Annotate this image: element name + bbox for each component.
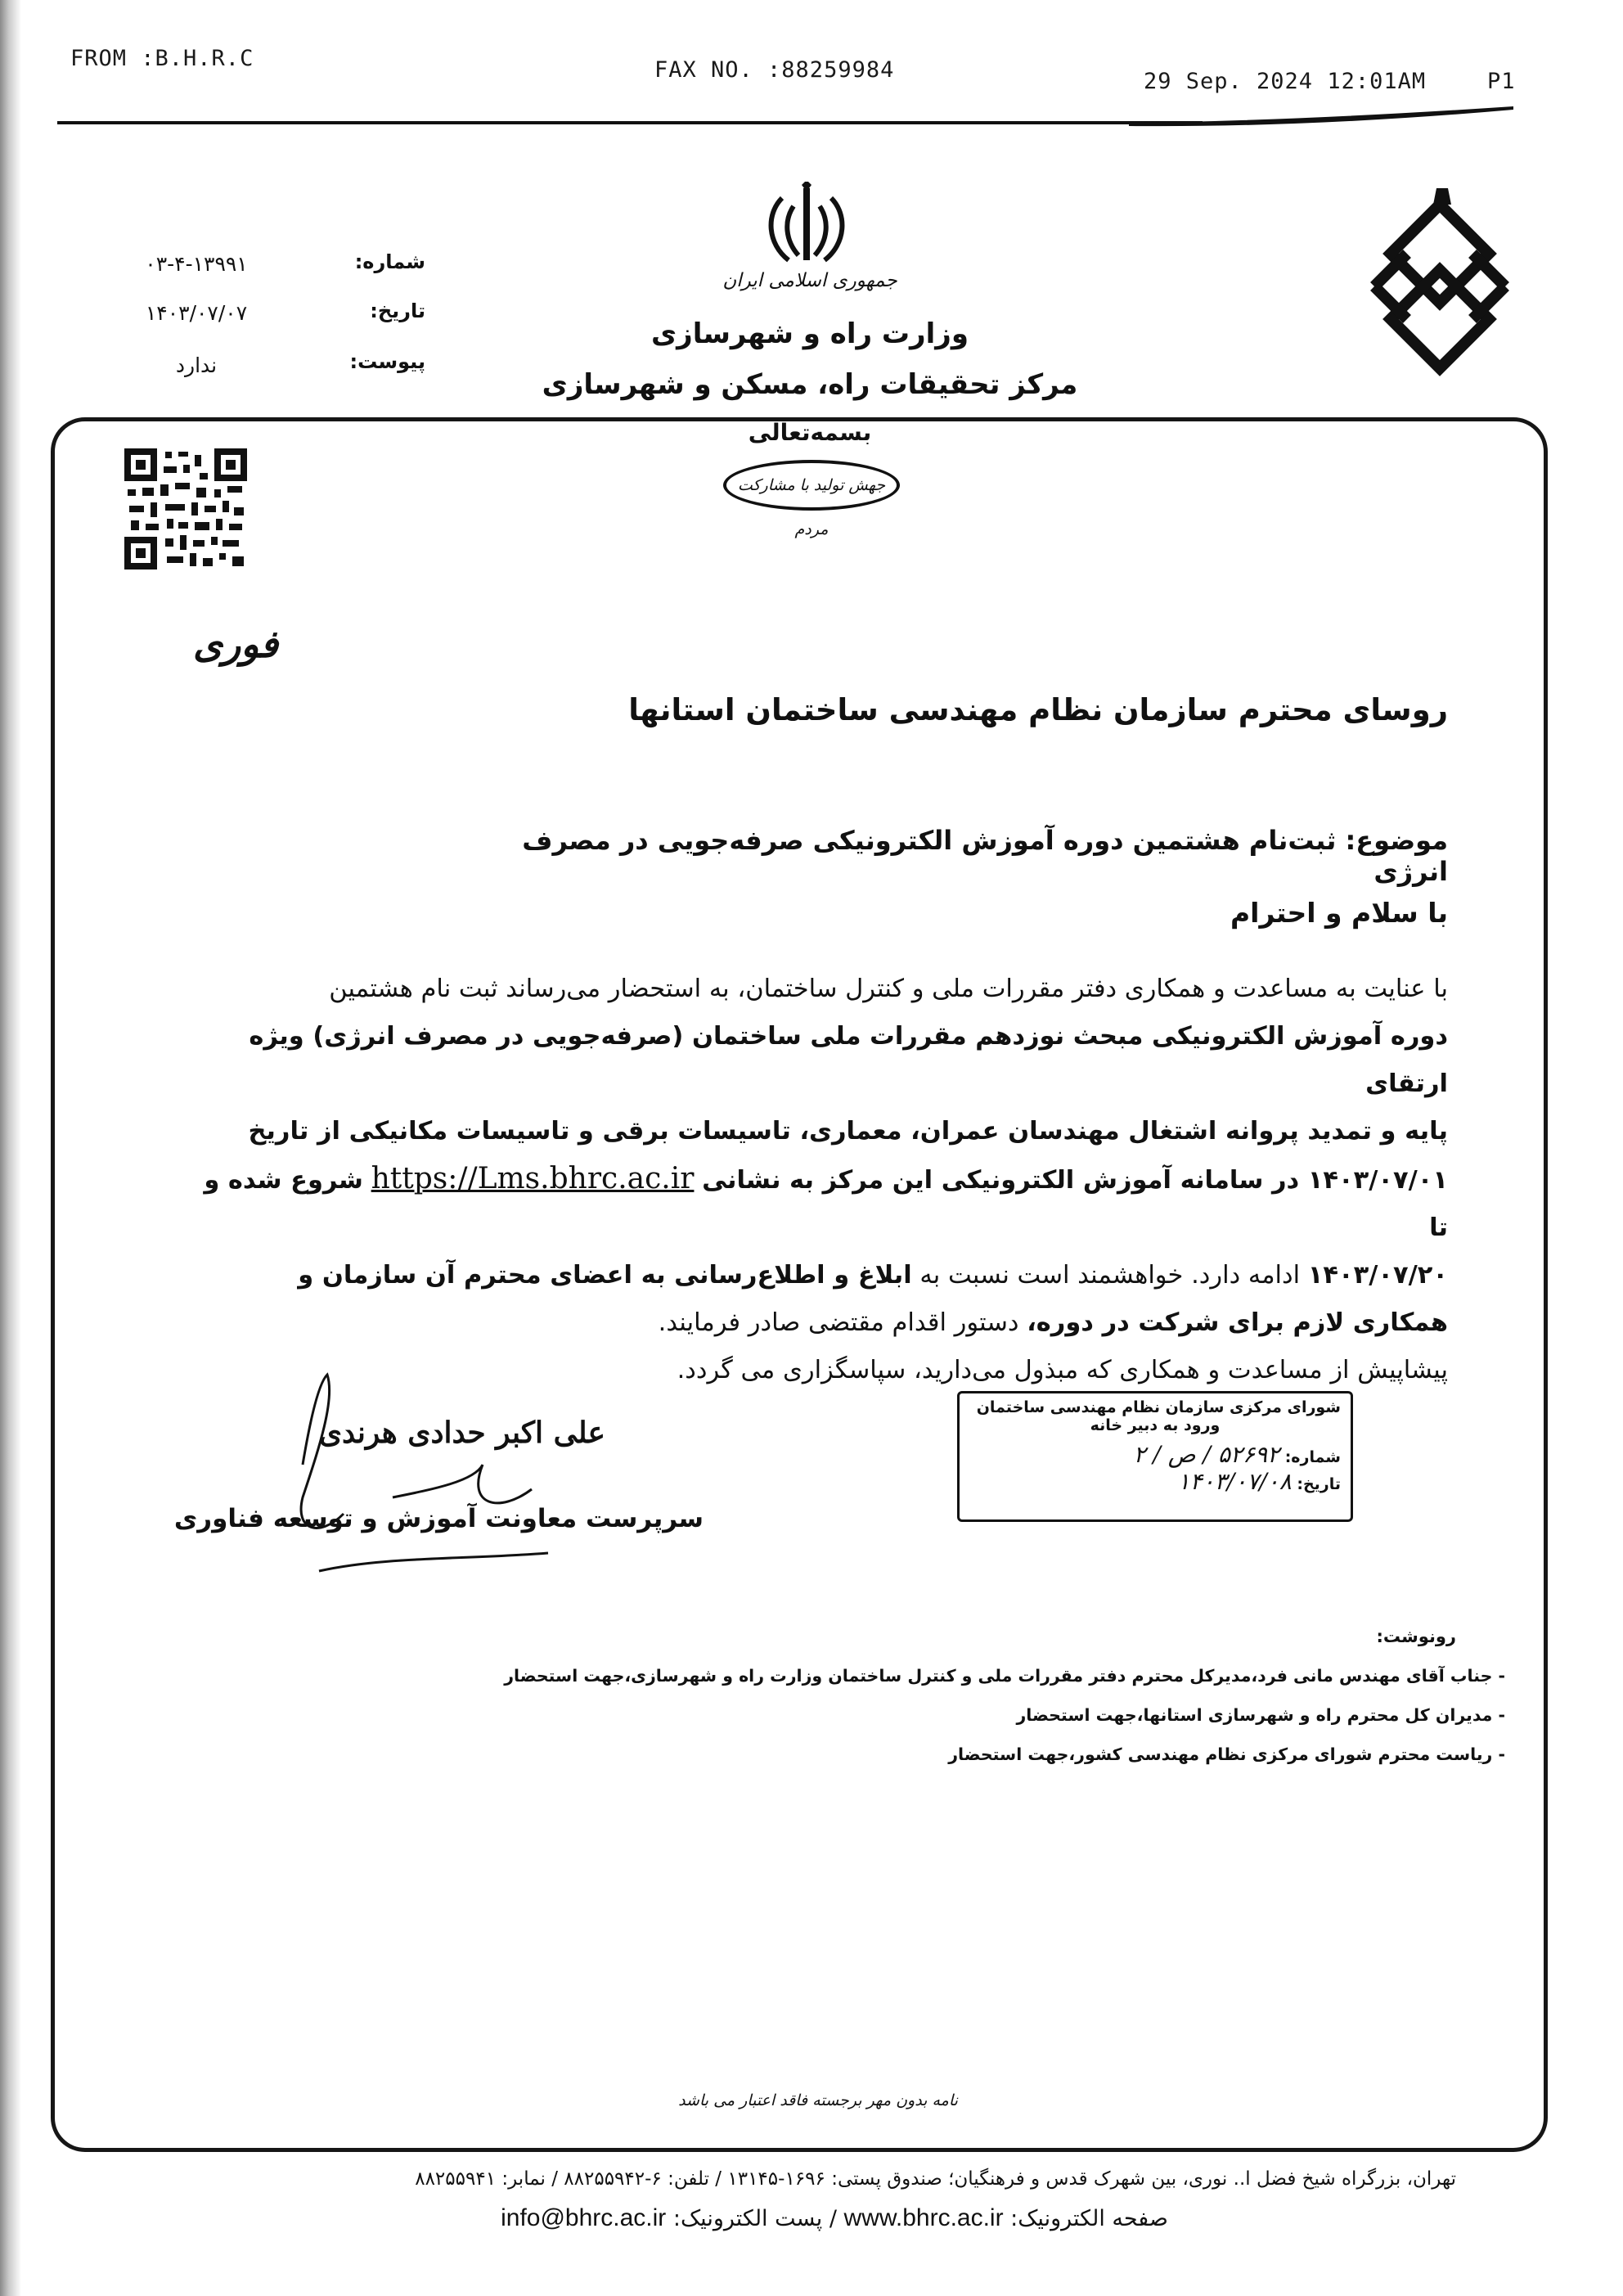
priority-label: فوری (193, 622, 278, 666)
footer-website-link[interactable]: www.bhrc.ac.ir (843, 2204, 1004, 2231)
letter-body (188, 966, 1448, 1394)
lms-link[interactable]: https://Lms.bhrc.ac.ir (371, 1162, 695, 1195)
fax-divider (57, 121, 1203, 124)
recipient-line: روسای محترم سازمان نظام مهندسی ساختمان استانها (628, 692, 1448, 727)
body-line-6 (188, 1299, 1448, 1347)
body-line-5-end: ابلاغ و اطلاع‌رسانی به اعضای محترم آن سازمان و (298, 1261, 912, 1290)
footer-address: تهران، بزرگراه شیخ فضل ا.. نوری، بین شهرک قدس و فرهنگیان؛ صندوق پستی: ۱۶۹۶-۱۳۱۴۵ / تلفن: ۶-۸۸۲۵۵۹۴۲ / نمابر: ۸۸۲۵۵۹۴۱ (415, 2168, 1456, 2190)
date-value: ۱۴۰۳/۰۷/۰۷ (145, 301, 248, 325)
number-value: ۰۳-۴-۱۳۹۹۱ (145, 252, 248, 276)
slogan-text: جهش تولید با مشارکت مردم (737, 476, 886, 538)
scan-edge-shadow (0, 0, 21, 2296)
fax-datetime: 29 Sep. 2024 12:01AM (1144, 69, 1427, 94)
body-line-5-mid: ادامه دارد. خواهشمند است نسبت به (919, 1261, 1301, 1290)
body-line-7: پیشاپیش از مساعدت و همکاری که مبذول می‌دارید، سپاسگزاری می گردد. (677, 1356, 1448, 1384)
body-line-1: با عنایت به مساعدت و همکاری دفتر مقررات ملی و کنترل ساختمان، به استحضار می‌رساند ثبت نام هشتمین (329, 975, 1448, 1003)
fax-number: FAX NO. :88259984 (654, 57, 895, 83)
fax-page: P1 (1487, 69, 1516, 94)
stamp-number-value: ۵۲۶۹۲ / ص / ۲ (1133, 1441, 1280, 1468)
fax-swoosh-mark (1129, 105, 1513, 129)
greeting: با سلام و احترام (1230, 897, 1448, 929)
stamp-number-row (969, 1441, 1341, 1468)
footer-web-line (442, 2204, 1227, 2232)
subject-line: موضوع: ثبت‌نام هشتمین دوره آموزش الکترونیکی صرفه‌جویی در مصرف انرژی (522, 825, 1448, 887)
ministry-title: وزارت راه و شهرسازی (650, 317, 969, 350)
body-line-4-end: شروع شده و تا (204, 1166, 1448, 1242)
body-line-3-text: پایه و تمدید پروانه اشتغال مهندسان عمران، معماری، تاسیسات برقی و تاسیسات مکانیکی از تاریخ (248, 1117, 1448, 1146)
body-line-5 (188, 1252, 1448, 1299)
fax-from: FROM :B.H.R.C (70, 46, 254, 71)
body-line-5-date: ۱۴۰۳/۰۷/۲۰ (1307, 1261, 1448, 1290)
cc-item-1: - جناب آقای مهندس مانی فرد،مدیرکل محترم دفتر مقررات ملی و کنترل ساختمان وزارت راه و شهرسازی،جهت استحضار (504, 1666, 1505, 1686)
cc-title: رونوشت: (1376, 1627, 1456, 1646)
body-line-6-start: همکاری لازم برای شرکت در دوره، (1027, 1308, 1448, 1337)
stamp-date-value: ۱۴۰۳/۰۷/۰۸ (1177, 1468, 1292, 1495)
invocation: بسمه‌تعالی (748, 419, 872, 446)
validity-note: نامه بدون مهر برجسته فاقد اعتبار می باشد (678, 2091, 958, 2109)
body-line-2-text: دوره آموزش الکترونیکی مبحث نوزدهم مقررات ملی ساختمان (صرفه‌جویی در مصرف انرژی) ویژه ارتقای (249, 1022, 1448, 1098)
stamp-title: شورای مرکزی سازمان نظام مهندسی ساختمان (976, 1398, 1341, 1416)
republic-text: جمهوری اسلامی ایران (722, 270, 897, 291)
slogan-seal (723, 460, 900, 538)
stamp-subtitle: ورود به دبیر خانه (1090, 1416, 1221, 1434)
footer-email-link[interactable]: info@bhrc.ac.ir (501, 2204, 667, 2231)
signatory-name: علی اکبر حدادی هرندی (318, 1416, 605, 1450)
number-label: شماره: (354, 250, 425, 273)
cc-item-2: - مدیران کل محترم راه و شهرسازی استانها،جهت استحضار (1016, 1705, 1505, 1725)
date-label: تاریخ: (370, 299, 425, 322)
center-title: مرکز تحقیقات راه، مسکن و شهرسازی (542, 368, 1078, 401)
stamp-date-row (969, 1468, 1341, 1495)
bhrc-logo-icon (1358, 188, 1522, 385)
handwritten-signature (270, 1366, 614, 1579)
footer-email-label: / پست الکترونیک: (672, 2206, 837, 2231)
cc-item-3: - ریاست محترم شورای مرکزی نظام مهندسی کشور،جهت استحضار (948, 1745, 1505, 1764)
body-line-3 (188, 1108, 1448, 1155)
body-line-4-start: ۱۴۰۳/۰۷/۰۱ در سامانه آموزش الکترونیکی این مرکز به نشانی (702, 1166, 1448, 1195)
body-line-6-end: دستور اقدام مقتضی صادر فرمایند. (658, 1308, 1019, 1337)
stamp-date-label: تاریخ: (1297, 1475, 1341, 1493)
body-line-2 (188, 1013, 1448, 1108)
qr-code (124, 448, 247, 569)
reception-stamp (957, 1391, 1353, 1522)
footer-web-label: صفحه الکترونیک: (1010, 2206, 1168, 2231)
signatory-title: سرپرست معاونت آموزش و توسعه فناوری (173, 1504, 704, 1533)
body-line-4 (188, 1155, 1448, 1252)
attachment-label: پیوست: (349, 350, 425, 373)
iran-emblem-icon (761, 182, 852, 267)
attachment-value: ندارد (175, 353, 218, 377)
stamp-number-label: شماره: (1284, 1448, 1341, 1466)
